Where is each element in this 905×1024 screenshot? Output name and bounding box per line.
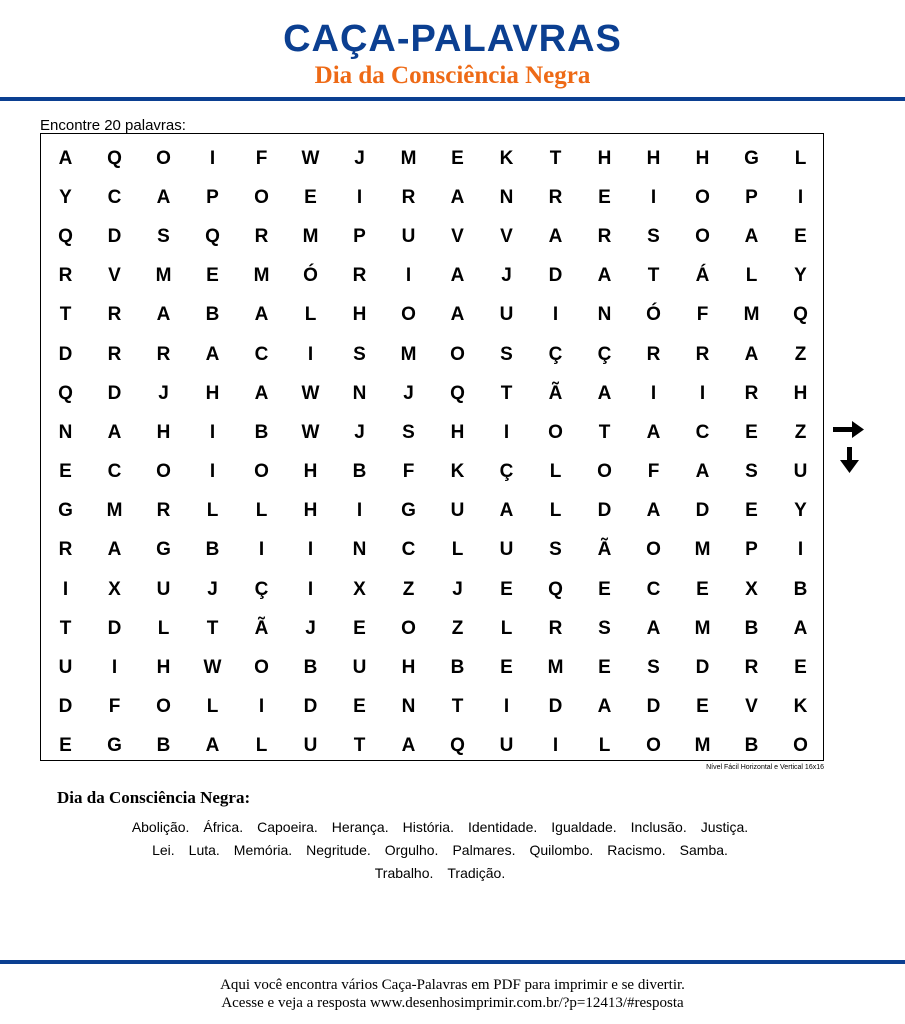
word-list-item: Identidade. bbox=[467, 819, 538, 835]
grid-cell: J bbox=[354, 147, 365, 169]
grid-cell: G bbox=[107, 735, 122, 757]
grid-cell: R bbox=[58, 265, 73, 287]
grid-cell: H bbox=[205, 382, 220, 404]
grid-cell: Ó bbox=[303, 265, 318, 287]
grid-cell: Z bbox=[794, 421, 807, 443]
grid-cell: R bbox=[548, 617, 563, 639]
grid-cell: Q bbox=[450, 735, 465, 757]
grid-cell: P bbox=[745, 186, 758, 208]
footer-divider bbox=[0, 960, 905, 964]
grid-cell: F bbox=[255, 147, 268, 169]
grid-cell: T bbox=[206, 617, 219, 639]
grid-cell: A bbox=[156, 186, 171, 208]
grid-cell: O bbox=[695, 225, 710, 247]
grid-cell: A bbox=[597, 696, 612, 718]
grid-cell: E bbox=[598, 186, 611, 208]
grid-cell: P bbox=[745, 539, 758, 561]
word-list-item: África. bbox=[203, 819, 244, 835]
grid-cell: P bbox=[353, 225, 366, 247]
grid-cell: M bbox=[743, 304, 760, 326]
direction-arrows bbox=[832, 420, 866, 476]
grid-cell: A bbox=[254, 304, 269, 326]
grid-cell: T bbox=[598, 421, 611, 443]
footer bbox=[0, 976, 905, 1012]
grid-cell: S bbox=[745, 461, 758, 483]
grid-cell: C bbox=[107, 186, 122, 208]
grid-cell: N bbox=[597, 304, 612, 326]
grid-cell: R bbox=[695, 343, 710, 365]
grid-cell: L bbox=[206, 500, 219, 522]
grid-cell: M bbox=[694, 539, 711, 561]
grid-cell: K bbox=[499, 147, 514, 169]
grid-cell: E bbox=[696, 696, 709, 718]
grid-cell: D bbox=[695, 500, 710, 522]
grid-cell: J bbox=[207, 578, 218, 600]
grid-cell: A bbox=[205, 343, 220, 365]
grid-cell: H bbox=[352, 304, 367, 326]
level-note: Nível Fácil Horizontal e Vertical 16x16 bbox=[706, 764, 824, 771]
grid-cell: T bbox=[451, 696, 464, 718]
grid-cell: C bbox=[695, 421, 710, 443]
grid-cell: L bbox=[255, 500, 268, 522]
word-list-item: Lei. bbox=[152, 842, 175, 858]
grid-cell: V bbox=[745, 696, 758, 718]
grid-cell: H bbox=[450, 421, 465, 443]
grid-cell: J bbox=[501, 265, 512, 287]
grid-cell: U bbox=[499, 539, 514, 561]
grid-cell: I bbox=[209, 461, 216, 483]
grid-cell: A bbox=[107, 421, 122, 443]
grid-cell: X bbox=[108, 578, 121, 600]
grid-cell: L bbox=[304, 304, 317, 326]
grid-cell: I bbox=[503, 421, 510, 443]
grid-cell: A bbox=[499, 500, 514, 522]
word-list-item: Trabalho. bbox=[374, 865, 434, 881]
grid-cell: H bbox=[401, 657, 416, 679]
grid-cell: L bbox=[500, 617, 513, 639]
grid-cell: A bbox=[744, 225, 759, 247]
grid-cell: I bbox=[307, 343, 314, 365]
grid-cell: W bbox=[301, 147, 320, 169]
grid-cell: O bbox=[156, 461, 171, 483]
grid-cell: U bbox=[58, 657, 73, 679]
grid-cell: W bbox=[203, 657, 222, 679]
grid-cell: D bbox=[107, 382, 122, 404]
grid-cell: B bbox=[744, 735, 759, 757]
grid-cell: E bbox=[353, 696, 366, 718]
grid-cell: Q bbox=[58, 225, 73, 247]
grid-cell: Ã bbox=[254, 617, 269, 639]
word-list-item: Palmares. bbox=[452, 842, 516, 858]
grid-cell: S bbox=[353, 343, 366, 365]
grid-cell: Ó bbox=[646, 304, 661, 326]
grid-cell: I bbox=[552, 735, 559, 757]
grid-cell: Q bbox=[107, 147, 122, 169]
grid-cell: R bbox=[646, 343, 661, 365]
grid-cell: T bbox=[500, 382, 513, 404]
grid-cell: U bbox=[499, 304, 514, 326]
grid-cell: E bbox=[598, 657, 611, 679]
grid-cell: M bbox=[694, 617, 711, 639]
grid-cell: J bbox=[158, 382, 169, 404]
grid-cell: E bbox=[598, 578, 611, 600]
instructions: Encontre 20 palavras: bbox=[40, 117, 186, 134]
footer-line-1: Aqui você encontra vários Caça-Palavras em PDF para imprimir e se divertir. bbox=[220, 977, 685, 993]
grid-cell: Q bbox=[450, 382, 465, 404]
grid-cell: M bbox=[547, 657, 564, 679]
grid-cell: Ç bbox=[548, 343, 563, 365]
grid-cell: O bbox=[254, 657, 269, 679]
grid-cell: D bbox=[58, 696, 73, 718]
grid-cell: O bbox=[548, 421, 563, 443]
grid-cell: I bbox=[650, 186, 657, 208]
grid-cell: E bbox=[59, 735, 72, 757]
word-list-item: Orgulho. bbox=[384, 842, 439, 858]
grid-cell: L bbox=[745, 265, 758, 287]
grid-cell: A bbox=[597, 382, 612, 404]
grid-cell: U bbox=[499, 735, 514, 757]
grid-cell: I bbox=[650, 382, 657, 404]
grid-cell: R bbox=[548, 186, 563, 208]
grid-cell: A bbox=[695, 461, 710, 483]
grid-cell: S bbox=[647, 225, 660, 247]
grid-cell: C bbox=[107, 461, 122, 483]
grid-cell: R bbox=[156, 500, 171, 522]
grid-cell: I bbox=[356, 500, 363, 522]
grid-cell: N bbox=[401, 696, 416, 718]
grid-cell: L bbox=[451, 539, 464, 561]
grid-cell: J bbox=[305, 617, 316, 639]
grid-cell: O bbox=[254, 461, 269, 483]
grid-cell: L bbox=[157, 617, 170, 639]
grid-cell: F bbox=[647, 461, 660, 483]
grid-cell: S bbox=[647, 657, 660, 679]
grid-cell: I bbox=[797, 186, 804, 208]
grid-cell: E bbox=[500, 657, 513, 679]
grid-cell: R bbox=[156, 343, 171, 365]
grid-cell: X bbox=[353, 578, 366, 600]
grid-cell: C bbox=[401, 539, 416, 561]
word-list-item: Quilombo. bbox=[529, 842, 594, 858]
grid-cell: T bbox=[59, 304, 72, 326]
grid-cell: D bbox=[303, 696, 318, 718]
grid-cell: N bbox=[352, 382, 367, 404]
grid-cell: T bbox=[59, 617, 72, 639]
grid-cell: E bbox=[353, 617, 366, 639]
grid-cell: O bbox=[450, 343, 465, 365]
grid-cell: R bbox=[107, 304, 122, 326]
grid-cell: J bbox=[354, 421, 365, 443]
grid-cell: G bbox=[58, 500, 73, 522]
word-list-item: Negritude. bbox=[306, 842, 371, 858]
word-list-item: Racismo. bbox=[607, 842, 666, 858]
grid-cell: Q bbox=[58, 382, 73, 404]
grid-cell: A bbox=[793, 617, 808, 639]
grid-cell: E bbox=[206, 265, 219, 287]
grid-cell: Z bbox=[794, 343, 807, 365]
grid-cell: K bbox=[450, 461, 465, 483]
grid-cell: Ç bbox=[254, 578, 269, 600]
grid-cell: Q bbox=[548, 578, 563, 600]
grid-cell: O bbox=[156, 147, 171, 169]
grid-cell: E bbox=[451, 147, 464, 169]
grid-cell: A bbox=[156, 304, 171, 326]
grid-cell: B bbox=[450, 657, 465, 679]
grid-cell: E bbox=[745, 421, 758, 443]
grid-cell: A bbox=[58, 147, 73, 169]
grid-cell: R bbox=[254, 225, 269, 247]
grid-cell: V bbox=[500, 225, 513, 247]
grid-cell: M bbox=[694, 735, 711, 757]
grid-cell: Y bbox=[59, 186, 72, 208]
grid-cell: B bbox=[205, 539, 220, 561]
grid-cell: B bbox=[254, 421, 269, 443]
grid-cell: H bbox=[156, 657, 171, 679]
grid-cell: H bbox=[303, 461, 318, 483]
grid-cell: N bbox=[58, 421, 73, 443]
grid-cell: D bbox=[107, 225, 122, 247]
grid-cell: A bbox=[450, 186, 465, 208]
grid-cell: I bbox=[209, 421, 216, 443]
grid-cell: J bbox=[452, 578, 463, 600]
grid-cell: U bbox=[401, 225, 416, 247]
word-list-item: Samba. bbox=[679, 842, 728, 858]
word-list-item: Luta. bbox=[188, 842, 220, 858]
word-list-item: Abolição. bbox=[131, 819, 190, 835]
grid-cell: F bbox=[402, 461, 415, 483]
grid-cell: E bbox=[794, 657, 807, 679]
grid-cell: R bbox=[744, 382, 759, 404]
grid-cell: I bbox=[797, 539, 804, 561]
grid-cell: I bbox=[503, 696, 510, 718]
grid-cell: I bbox=[405, 265, 412, 287]
grid-cell: U bbox=[450, 500, 465, 522]
grid-cell: G bbox=[744, 147, 759, 169]
grid-cell: O bbox=[695, 186, 710, 208]
grid-cell: D bbox=[548, 265, 563, 287]
grid-cell: D bbox=[695, 657, 710, 679]
grid-cell: L bbox=[255, 735, 268, 757]
grid-cell: U bbox=[303, 735, 318, 757]
grid-cell: I bbox=[307, 539, 314, 561]
grid-cell: I bbox=[699, 382, 706, 404]
grid-cell: J bbox=[403, 382, 414, 404]
grid-cell: I bbox=[307, 578, 314, 600]
grid-cell: Á bbox=[695, 265, 710, 287]
grid-cell: M bbox=[302, 225, 319, 247]
grid-cell: S bbox=[598, 617, 611, 639]
letter-grid bbox=[41, 139, 825, 766]
grid-cell: I bbox=[258, 696, 265, 718]
footer-line-2: Acesse e veja a resposta www.desenhosimprimir.com.br/?p=12413/#resposta bbox=[221, 995, 684, 1011]
arrow-down-icon bbox=[840, 447, 859, 473]
grid-cell: L bbox=[549, 461, 562, 483]
grid-cell: U bbox=[352, 657, 367, 679]
grid-cell: O bbox=[401, 304, 416, 326]
header-divider bbox=[0, 97, 905, 101]
grid-cell: B bbox=[793, 578, 808, 600]
grid-cell: E bbox=[59, 461, 72, 483]
grid-cell: U bbox=[156, 578, 171, 600]
grid-cell: T bbox=[647, 265, 660, 287]
grid-cell: Ç bbox=[597, 343, 612, 365]
grid-cell: Ã bbox=[597, 539, 612, 561]
grid-cell: A bbox=[646, 617, 661, 639]
grid-cell: M bbox=[400, 343, 417, 365]
page-title: CAÇA-PALAVRAS bbox=[283, 18, 622, 60]
grid-cell: F bbox=[696, 304, 709, 326]
grid-cell: M bbox=[106, 500, 123, 522]
grid-cell: D bbox=[646, 696, 661, 718]
grid-cell: S bbox=[157, 225, 170, 247]
word-list-item: Inclusão. bbox=[630, 819, 687, 835]
grid-cell: K bbox=[793, 696, 808, 718]
grid-cell: I bbox=[356, 186, 363, 208]
grid-cell: F bbox=[108, 696, 121, 718]
grid-cell: N bbox=[352, 539, 367, 561]
grid-cell: A bbox=[450, 265, 465, 287]
grid-cell: H bbox=[156, 421, 171, 443]
grid-cell: Z bbox=[402, 578, 415, 600]
grid-cell: D bbox=[107, 617, 122, 639]
grid-cell: C bbox=[646, 578, 661, 600]
word-list-item: Herança. bbox=[331, 819, 389, 835]
grid-cell: U bbox=[793, 461, 808, 483]
grid-cell: M bbox=[400, 147, 417, 169]
grid-cell: A bbox=[744, 343, 759, 365]
grid-cell: H bbox=[646, 147, 661, 169]
grid-cell: C bbox=[254, 343, 269, 365]
grid-cell: S bbox=[402, 421, 415, 443]
grid-cell: T bbox=[353, 735, 366, 757]
word-search-grid bbox=[40, 133, 824, 761]
grid-cell: Q bbox=[205, 225, 220, 247]
grid-cell: Y bbox=[794, 265, 807, 287]
grid-cell: H bbox=[793, 382, 808, 404]
grid-cell: Y bbox=[794, 500, 807, 522]
word-list-item: Memória. bbox=[233, 842, 293, 858]
grid-cell: L bbox=[206, 696, 219, 718]
grid-cell: N bbox=[499, 186, 514, 208]
grid-cell: O bbox=[597, 461, 612, 483]
grid-cell: H bbox=[695, 147, 710, 169]
word-list-item: Igualdade. bbox=[551, 819, 617, 835]
grid-cell: R bbox=[352, 265, 367, 287]
word-list-item: Capoeira. bbox=[257, 819, 318, 835]
grid-cell: Z bbox=[451, 617, 464, 639]
grid-cell: I bbox=[552, 304, 559, 326]
grid-cell: V bbox=[451, 225, 464, 247]
grid-cell: I bbox=[209, 147, 216, 169]
grid-cell: B bbox=[303, 657, 318, 679]
grid-cell: R bbox=[597, 225, 612, 247]
grid-cell: E bbox=[500, 578, 513, 600]
grid-cell: H bbox=[597, 147, 612, 169]
word-list-item: História. bbox=[402, 819, 454, 835]
page-subtitle: Dia da Consciência Negra bbox=[314, 62, 591, 89]
word-list-title: Dia da Consciência Negra: bbox=[57, 788, 251, 807]
grid-cell: I bbox=[62, 578, 69, 600]
grid-cell: O bbox=[156, 696, 171, 718]
grid-cell: Ç bbox=[499, 461, 514, 483]
grid-cell: A bbox=[646, 500, 661, 522]
grid-cell: O bbox=[646, 735, 661, 757]
grid-cell: E bbox=[794, 225, 807, 247]
grid-cell: A bbox=[450, 304, 465, 326]
grid-cell: M bbox=[253, 265, 270, 287]
grid-cell: B bbox=[744, 617, 759, 639]
grid-cell: R bbox=[744, 657, 759, 679]
word-list bbox=[40, 816, 840, 885]
grid-cell: Ã bbox=[548, 382, 563, 404]
grid-cell: A bbox=[401, 735, 416, 757]
grid-cell: L bbox=[598, 735, 611, 757]
grid-cell: A bbox=[107, 539, 122, 561]
grid-cell: R bbox=[107, 343, 122, 365]
grid-cell: B bbox=[205, 304, 220, 326]
grid-cell: B bbox=[352, 461, 367, 483]
arrow-right-icon bbox=[833, 421, 864, 438]
grid-cell: A bbox=[254, 382, 269, 404]
grid-cell: R bbox=[401, 186, 416, 208]
grid-cell: L bbox=[549, 500, 562, 522]
grid-cell: O bbox=[793, 735, 808, 757]
grid-cell: P bbox=[206, 186, 219, 208]
grid-cell: E bbox=[745, 500, 758, 522]
grid-cell: O bbox=[401, 617, 416, 639]
grid-cell: A bbox=[205, 735, 220, 757]
grid-cell: V bbox=[108, 265, 121, 287]
grid-cell: I bbox=[111, 657, 118, 679]
grid-cell: I bbox=[258, 539, 265, 561]
word-list-item: Tradição. bbox=[447, 865, 506, 881]
grid-cell: M bbox=[155, 265, 172, 287]
grid-cell: T bbox=[549, 147, 562, 169]
grid-cell: A bbox=[548, 225, 563, 247]
grid-cell: G bbox=[401, 500, 416, 522]
grid-cell: W bbox=[301, 421, 320, 443]
grid-cell: X bbox=[745, 578, 758, 600]
grid-cell: Q bbox=[793, 304, 808, 326]
grid-cell: E bbox=[696, 578, 709, 600]
grid-cell: R bbox=[58, 539, 73, 561]
grid-cell: D bbox=[548, 696, 563, 718]
grid-cell: S bbox=[549, 539, 562, 561]
grid-cell: L bbox=[794, 147, 807, 169]
grid-cell: D bbox=[58, 343, 73, 365]
grid-cell: S bbox=[500, 343, 513, 365]
word-list-item: Justiça. bbox=[700, 819, 749, 835]
grid-cell: O bbox=[254, 186, 269, 208]
grid-cell: B bbox=[156, 735, 171, 757]
grid-cell: A bbox=[597, 265, 612, 287]
grid-cell: A bbox=[646, 421, 661, 443]
grid-cell: W bbox=[301, 382, 320, 404]
grid-cell: E bbox=[304, 186, 317, 208]
grid-cell: G bbox=[156, 539, 171, 561]
grid-cell: H bbox=[303, 500, 318, 522]
grid-cell: O bbox=[646, 539, 661, 561]
grid-cell: D bbox=[597, 500, 612, 522]
